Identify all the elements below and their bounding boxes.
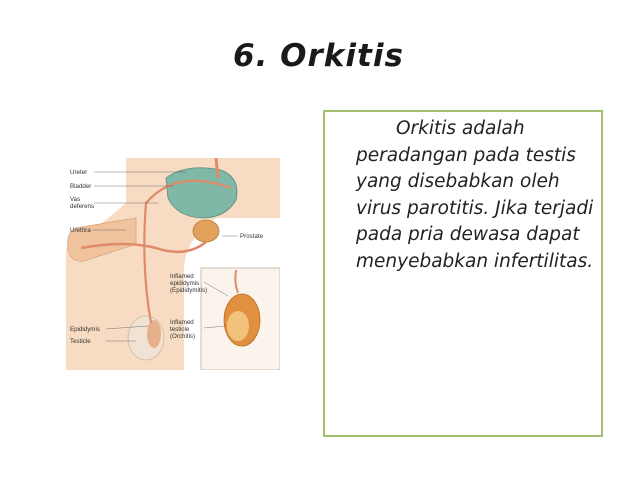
slide-title: 6. Orkitis bbox=[233, 38, 404, 74]
label-inflamed-epididymis-2: epididymis bbox=[170, 280, 200, 287]
label-vas-1: Vas bbox=[70, 196, 81, 203]
anatomy-illustration bbox=[66, 158, 280, 370]
label-ureter: Ureter bbox=[70, 169, 88, 176]
anatomy-svg bbox=[66, 158, 280, 370]
label-vas-2: deferens bbox=[70, 203, 95, 210]
label-prostate: Prostate bbox=[240, 233, 264, 240]
label-inflamed-epididymis-3: (Epididymitis) bbox=[170, 287, 208, 294]
label-epididymis: Epididymis bbox=[70, 326, 100, 333]
label-inflamed-testicle-1: Inflamed bbox=[170, 319, 194, 326]
body-paragraph: Orkitis adalah peradangan pada testis yang disebabkan oleh virus parotitis. Jika terjadi pada pria dewasa dapat menyebabkan infertilitas. bbox=[356, 118, 594, 272]
label-inflamed-testicle-3: (Orchitis) bbox=[170, 333, 196, 340]
label-inflamed-epididymis-1: Inflamed bbox=[170, 273, 194, 280]
label-urethra: Urethra bbox=[70, 227, 91, 234]
label-inflamed-testicle-2: testicle bbox=[170, 326, 190, 333]
label-testicle: Testicle bbox=[70, 338, 91, 345]
label-bladder: Bladder bbox=[70, 183, 92, 190]
